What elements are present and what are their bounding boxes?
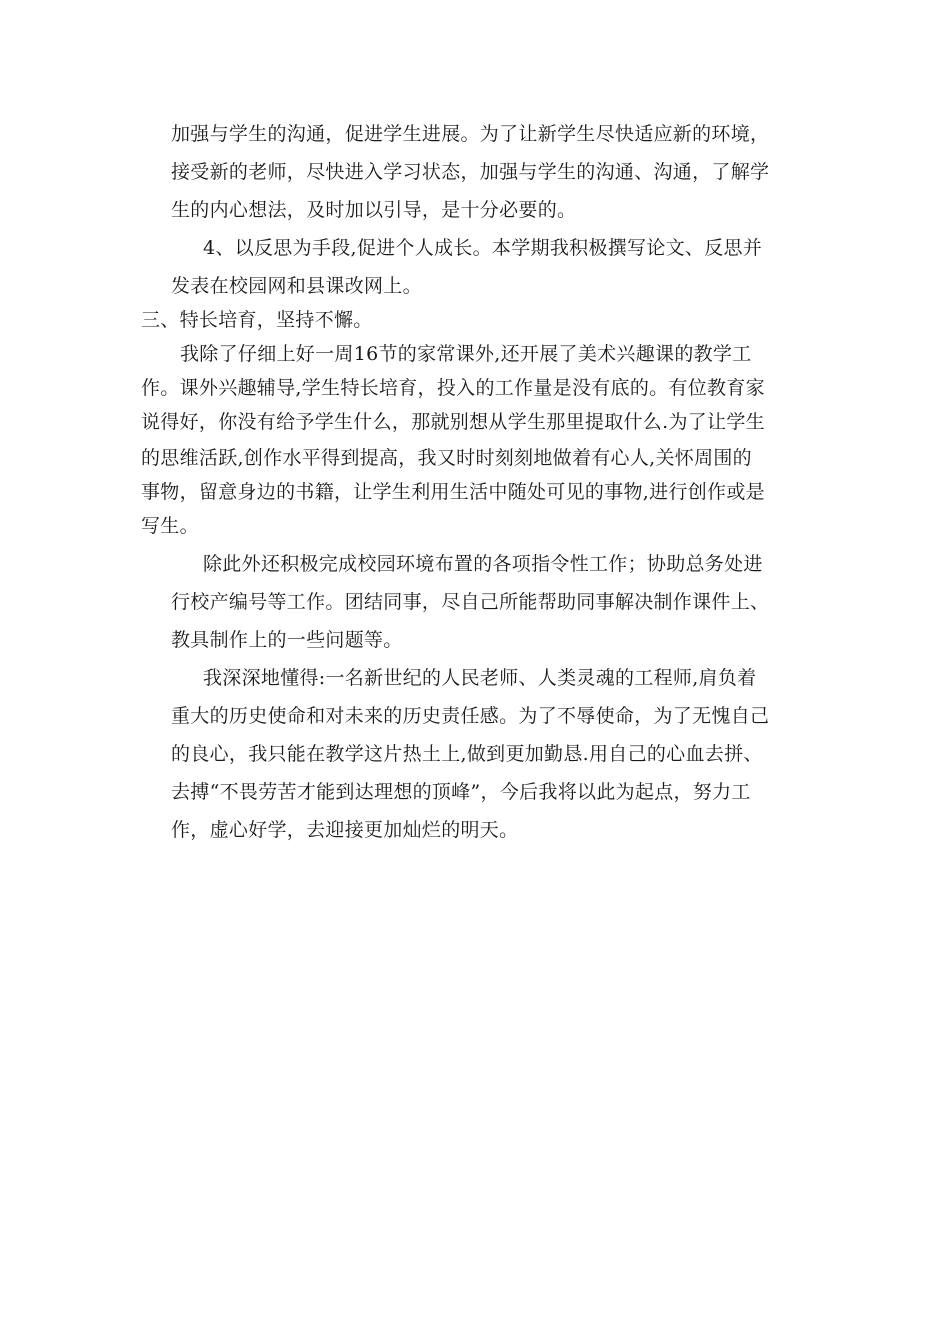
paragraph-line: 加强与学生的沟通，促进学生进展。为了让新学生尽快适应新的环境， [171,123,770,145]
paragraph-line: 的良心，我只能在教学这片热土上,做到更加勤恳.用自己的心血去拼、 [171,743,763,765]
paragraph-line: 写生。 [141,515,199,537]
paragraph-line: 重大的历史使命和对未来的历史责任感。为了不辱使命，为了无愧自己 [171,705,770,727]
paragraph-line: 作。课外兴趣辅导,学生特长培育，投入的工作量是没有底的。有位教育家 [141,377,765,399]
paragraph-line: 去搏“不畏劳苦才能到达理想的顶峰”，今后我将以此为起点，努力工 [171,781,751,803]
paragraph-line: 的思维活跃,创作水平得到提高，我又时时刻刻地做着有心人,关怀周围的 [141,447,752,469]
paragraph-line: 作，虚心好学，去迎接更加灿烂的明天。 [171,819,519,841]
paragraph-line: 发表在校园网和县课改网上。 [171,275,422,297]
paragraph-line: 我除了仔细上好一周16节的家常课外,还开展了美术兴趣课的教学工 [180,343,752,365]
paragraph-line: 说得好，你没有给予学生什么，那就别想从学生那里提取什么.为了让学生 [141,411,765,433]
paragraph-line: 行校产编号等工作。团结同事，尽自己所能帮助同事解决制作课件上、 [171,591,770,613]
paragraph-line: 除此外还积极完成校园环境布置的各项指令性工作；协助总务处进 [203,553,763,575]
paragraph-line: 教具制作上的一些问题等。 [171,629,403,651]
paragraph-line: 事物，留意身边的书籍，让学生利用生活中随处可见的事物,进行创作或是 [141,481,765,503]
paragraph-line: 4、以反思为手段,促进个人成长。本学期我积极撰写论文、反思并 [203,237,763,259]
paragraph-line: 生的内心想法，及时加以引导，是十分必要的。 [171,199,577,221]
section-heading: 三、特长培育，坚持不懈。 [141,309,373,331]
paragraph-line: 接受新的老师，尽快进入学习状态，加强与学生的沟通、沟通，了解学 [171,161,770,183]
paragraph-line: 我深深地懂得:一名新世纪的人民老师、人类灵魂的工程师,肩负着 [203,667,757,689]
